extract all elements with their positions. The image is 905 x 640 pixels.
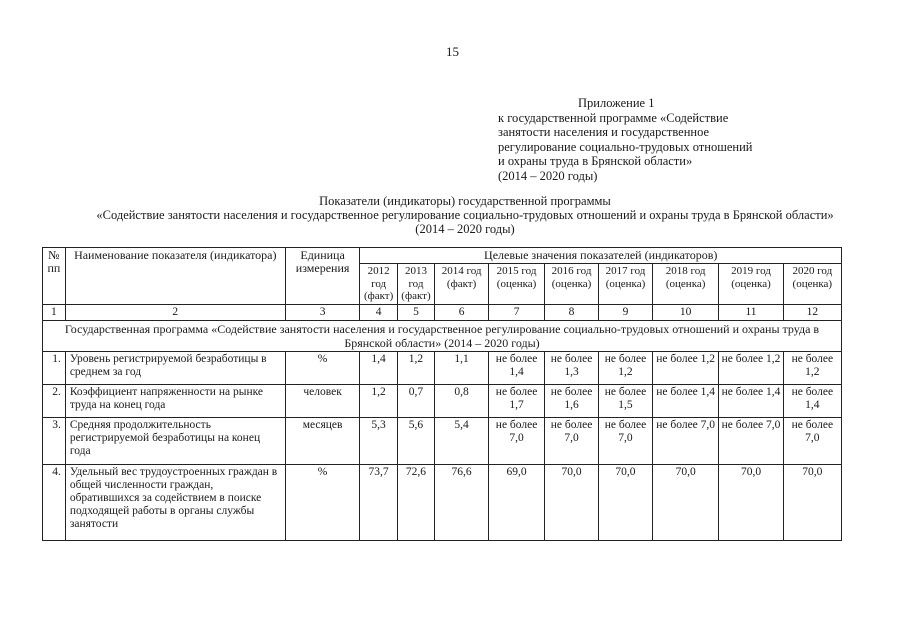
indicator-value: не более 7,0 <box>545 417 599 464</box>
indicator-value: не более 1,4 <box>783 384 841 417</box>
indicator-value: не более 7,0 <box>719 417 783 464</box>
indicator-name: Средняя продолжительность регистрируемой безработицы на конец года <box>65 417 285 464</box>
header-year: 2017 год (оценка) <box>599 264 653 305</box>
column-number: 12 <box>783 304 841 320</box>
table-row <box>43 384 842 417</box>
indicator-value: 0,8 <box>435 384 489 417</box>
section-row <box>43 320 842 351</box>
appendix-line: к государственной программе «Содействие <box>498 110 729 125</box>
indicator-value: не более 1,6 <box>545 384 599 417</box>
indicator-value: не более 1,4 <box>489 351 545 384</box>
indicator-name: Удельный вес трудоустроенных граждан в общей численности граждан, обратившихся за содействием в поиске подходящей работы в органы службы занятости <box>65 464 285 540</box>
appendix-line: Приложение 1 <box>578 96 655 110</box>
indicator-value: 70,0 <box>652 464 718 540</box>
table-row <box>43 351 842 384</box>
indicator-value: не более 1,3 <box>545 351 599 384</box>
header-year: 2014 год (факт) <box>435 264 489 305</box>
indicator-unit: % <box>285 464 360 540</box>
appendix-line: регулирование социально-трудовых отношений <box>498 139 753 154</box>
indicator-value: 1,1 <box>435 351 489 384</box>
header-year: 2012 год (факт) <box>360 264 397 305</box>
title-line: «Содействие занятости населения и государственное регулирование социально-трудовых отношений и охраны труда в Брянской области» <box>96 208 834 222</box>
indicator-value: не более 1,5 <box>599 384 653 417</box>
indicator-value: 70,0 <box>719 464 783 540</box>
indicator-value: 5,6 <box>397 417 434 464</box>
column-number: 1 <box>43 304 66 320</box>
header-name: Наименование показателя (индикатора) <box>65 248 285 305</box>
column-number: 2 <box>65 304 285 320</box>
page-number: 15 <box>446 44 459 59</box>
indicator-unit: месяцев <box>285 417 360 464</box>
column-number: 11 <box>719 304 783 320</box>
appendix-note <box>498 96 798 183</box>
indicator-value: 1,4 <box>360 351 397 384</box>
indicator-value: 69,0 <box>489 464 545 540</box>
indicator-value: 70,0 <box>599 464 653 540</box>
indicator-value: не более 1,7 <box>489 384 545 417</box>
indicator-value: не более 7,0 <box>489 417 545 464</box>
indicator-value: 5,4 <box>435 417 489 464</box>
column-number: 5 <box>397 304 434 320</box>
column-number: 3 <box>285 304 360 320</box>
indicator-value: не более 1,2 <box>719 351 783 384</box>
document-title <box>40 194 890 236</box>
indicator-name: Уровень регистрируемой безработицы в среднем за год <box>65 351 285 384</box>
header-year: 2019 год (оценка) <box>719 264 783 305</box>
indicator-value: 0,7 <box>397 384 434 417</box>
indicator-value: не более 1,4 <box>652 384 718 417</box>
title-line: (2014 – 2020 годы) <box>415 222 515 236</box>
column-number: 9 <box>599 304 653 320</box>
indicator-value: не более 1,2 <box>652 351 718 384</box>
indicator-name: Коэффициент напряженности на рынке труда на конец года <box>65 384 285 417</box>
indicator-value: не более 7,0 <box>783 417 841 464</box>
header-year: 2013 год (факт) <box>397 264 434 305</box>
indicator-value: 70,0 <box>783 464 841 540</box>
header-row <box>43 248 842 264</box>
title-line: Показатели (индикаторы) государственной программы <box>319 194 611 208</box>
indicator-value: не более 7,0 <box>652 417 718 464</box>
column-number: 4 <box>360 304 397 320</box>
header-targets: Целевые значения показателей (индикаторов) <box>360 248 842 264</box>
column-number-row <box>43 304 842 320</box>
column-number: 6 <box>435 304 489 320</box>
table-row <box>43 464 842 540</box>
row-number: 4. <box>43 464 66 540</box>
indicator-value: не более 1,2 <box>783 351 841 384</box>
table-row <box>43 417 842 464</box>
appendix-line: и охраны труда в Брянской области» <box>498 154 693 168</box>
indicator-value: 72,6 <box>397 464 434 540</box>
indicator-value: 5,3 <box>360 417 397 464</box>
indicator-value: 70,0 <box>545 464 599 540</box>
row-number: 1. <box>43 351 66 384</box>
column-number: 10 <box>652 304 718 320</box>
header-year: 2020 год (оценка) <box>783 264 841 305</box>
indicator-unit: человек <box>285 384 360 417</box>
indicator-unit: % <box>285 351 360 384</box>
indicator-value: не более 7,0 <box>599 417 653 464</box>
section-title: Государственная программа «Содействие занятости населения и государственное регулирование социально-трудовых отношений и охраны труда в Брянской области» (2014 – 2020 годы) <box>43 320 842 351</box>
appendix-line: занятости населения и государственное <box>498 125 710 139</box>
indicator-value: 1,2 <box>360 384 397 417</box>
header-year: 2015 год (оценка) <box>489 264 545 305</box>
indicators-table <box>42 247 842 541</box>
indicator-value: 1,2 <box>397 351 434 384</box>
indicator-value: 76,6 <box>435 464 489 540</box>
indicator-value: не более 1,4 <box>719 384 783 417</box>
header-unit: Единица измерения <box>285 248 360 305</box>
indicator-value: не более 1,2 <box>599 351 653 384</box>
appendix-line: (2014 – 2020 годы) <box>498 168 598 183</box>
row-number: 3. <box>43 417 66 464</box>
header-num: № пп <box>43 248 66 305</box>
header-year: 2018 год (оценка) <box>652 264 718 305</box>
column-number: 8 <box>545 304 599 320</box>
indicator-value: 73,7 <box>360 464 397 540</box>
header-year: 2016 год (оценка) <box>545 264 599 305</box>
row-number: 2. <box>43 384 66 417</box>
column-number: 7 <box>489 304 545 320</box>
